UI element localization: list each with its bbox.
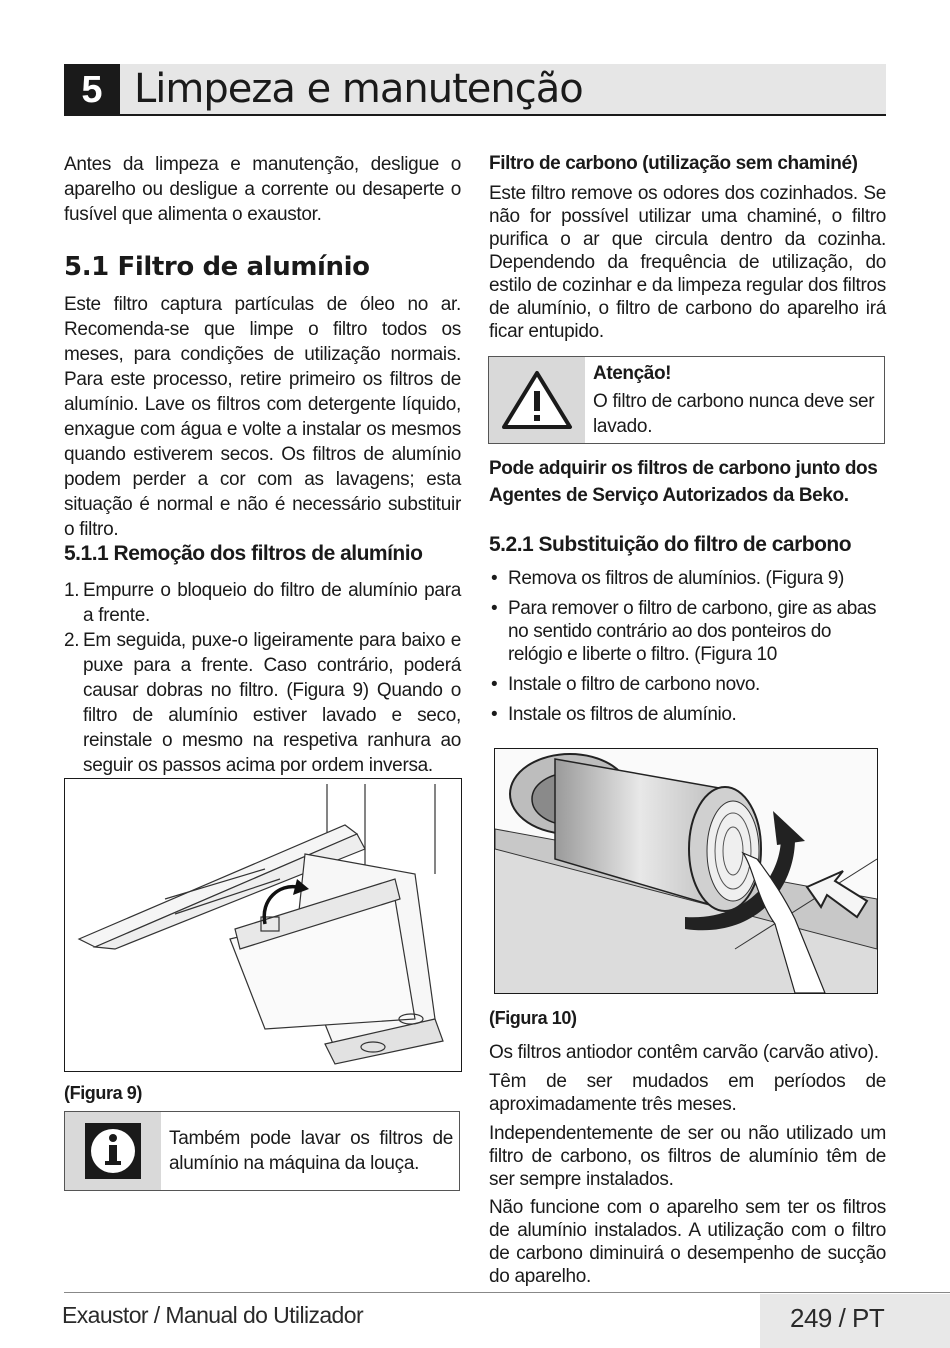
purchase-note: Pode adquirir os filtros de carbono junto dos Agentes de Serviço Autorizados da Beko.	[489, 458, 878, 506]
warning-text: O filtro de carbono nunca deve ser lavado.	[593, 391, 875, 437]
paragraph-activated-carbon: Os filtros antiodor contêm carvão (carvão ativo).	[489, 1042, 879, 1063]
section-5-2-1-title: 5.2.1 Substituição do filtro de carbono	[489, 533, 852, 556]
list-item: • Instale os filtros de alumínio.	[489, 703, 886, 726]
figure-9-illustration	[64, 778, 462, 1072]
removal-steps-list	[64, 578, 461, 778]
carbon-filter-title: Filtro de carbono (utilização sem chaminé)	[489, 153, 858, 174]
footer-divider	[64, 1292, 950, 1293]
warning-note	[488, 356, 885, 444]
section-5-1-1-title: 5.1.1 Remoção dos filtros de alumínio	[64, 542, 423, 565]
carbon-filter-body: Este filtro remove os odores dos cozinhados. Se não for possível utilizar uma chaminé, o filtro purifica o ar que circula dentro da cozinha. Dependendo da frequência de utilização, do estilo de cozinhar e da limpeza regular dos filtros de alumínio, o filtro de carbono do aparelho irá ficar entupido.	[489, 183, 886, 342]
page-number: 249 / PT	[790, 1303, 885, 1333]
paragraph-aluminium-required: Independentemente de ser ou não utilizado um filtro de carbono, os filtros de alumínio têm de ser sempre instalados.	[489, 1123, 886, 1190]
chapter-number: 5	[64, 64, 120, 116]
list-item: 2. Em seguida, puxe-o ligeiramente para baixo e puxe para a frente. Caso contrário, poderá causar dobras no filtro. (Figura 9) Quando o filtro de alumínio estiver lavado e seco, reinstale o mesmo na respetiva ranhura ao seguir os passos acima por ordem inversa.	[64, 630, 461, 776]
warning-icon-cell	[489, 357, 585, 443]
section-5-1-body: Este filtro captura partículas de óleo no ar. Recomenda-se que limpe o filtro todos os meses, para condições de utilização normais. Para este processo, retire primeiro os filtros de alumínio. Lave os filtros com detergente líquido, enxague com água e volte a instalar os mesmos quando estiverem secos. Os filtros de alumínio podem perder a cor com as lavagens; esta situação é normal e não é necessário substituir o filtro.	[64, 294, 461, 540]
info-icon	[83, 1121, 143, 1181]
list-item: • Para remover o filtro de carbono, gire as abas no sentido contrário ao dos ponteiros do relógio e liberte o filtro. (Figura 10	[489, 597, 886, 666]
paragraph-replacement-period: Têm de ser mudados em períodos de aproximadamente três meses.	[489, 1071, 886, 1115]
list-item: • Instale o filtro de carbono novo.	[489, 673, 886, 696]
info-icon-cell	[65, 1112, 161, 1190]
chapter-title: Limpeza e manutenção	[134, 66, 583, 112]
info-note	[64, 1111, 460, 1191]
info-note-text: Também pode lavar os filtros de alumínio na máquina da louça.	[169, 1128, 453, 1174]
figure-10-illustration	[494, 748, 878, 994]
list-item: 1. Empurre o bloqueio do filtro de alumínio para a frente.	[64, 580, 461, 626]
warning-title: Atenção!	[593, 363, 672, 384]
warning-icon	[501, 369, 573, 431]
paragraph-suction-warning: Não funcione com o aparelho sem ter os filtros de alumínio instalados. A utilização com o filtro de carbono diminuirá o desempenho de sucção do aparelho.	[489, 1197, 886, 1287]
intro-paragraph: Antes da limpeza e manutenção, desligue o aparelho ou desligue a corrente ou desaperte o fusível que alimenta o exaustor.	[64, 154, 461, 225]
carbon-replacement-list	[489, 567, 886, 733]
figure-9-caption: (Figura 9)	[64, 1083, 143, 1103]
figure-10-caption: (Figura 10)	[489, 1008, 577, 1028]
list-item: • Remova os filtros de alumínios. (Figura 9)	[489, 567, 886, 590]
footer-document-title: Exaustor / Manual do Utilizador	[62, 1302, 363, 1328]
section-5-1-title: 5.1 Filtro de alumínio	[64, 252, 370, 282]
